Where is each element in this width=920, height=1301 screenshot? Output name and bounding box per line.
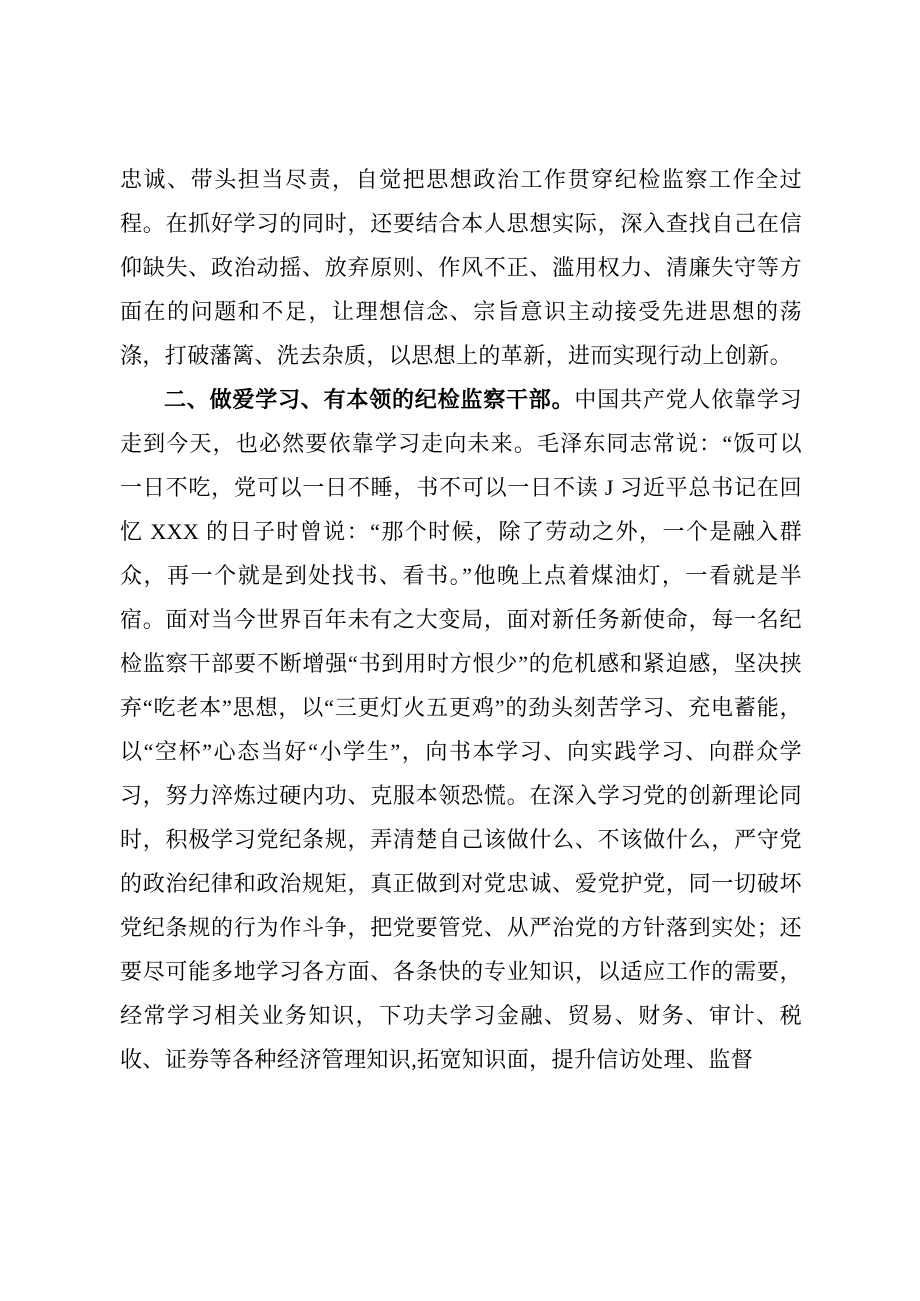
section-two-heading: 二、做爱学习、有本领的纪检监察干部。	[164, 387, 575, 412]
section-two-body: 中国共产党人依靠学习走到今天，也必然要依靠学习走向未来。毛泽东同志常说：“饭可以一日不吃，党可以一日不睡，书不可以一日不读 J 习近平总书记在回忆 XXX 的日子时曾说：“那个时候，除了劳动之外，一个是融入群众，再一个就是到处找书、看书。”他晚上点着煤油灯，一看就是半宿。面对当今世界百年未有之大变局，面对新任务新使命，每一名纪检监察干部要不断增强“书到用时方恨少”的危机感和紧迫感，坚决挟弃“吃老本”思想，以“三更灯火五更鸡”的劲头刻苦学习、充电蓄能，以“空杯”心态当好“小学生”，向书本学习、向实践学习、向群众学习，努力淬炼过硬内功、克服本领恐慌。在深入学习党的创新理论同时，积极学习党纪条规，弄清楚自己该做什么、不该做什么，严守党的政治纪律和政治规矩，真正做到对党忠诚、爱党护党，同一切破坏党纪条规的行为作斗争，把党要管党、从严治党的方针落到实处；还要尽可能多地学习各方面、各条快的专业知识，以适应工作的需要，经常学习相关业务知识，下功夫学习金融、贸易、财务、审计、税收、证券等各种经济管理知识,拓宽知识面，提升信访处理、监督	[120, 387, 802, 1072]
paragraph-section-two	[120, 378, 802, 1082]
paragraph-continuation: 忠诚、带头担当尽责，自觉把思想政治工作贯穿纪检监察工作全过程。在抓好学习的同时，还要结合本人思想实际，深入查找自己在信仰缺失、政治动摇、放弃原则、作风不正、滥用权力、清廉失守等方面在的问题和不足，让理想信念、宗旨意识主动接受先进思想的荡涤，打破藩篱、洗去杂质，以思想上的革新，进而实现行动上创新。	[120, 167, 802, 368]
document-text-block	[120, 158, 802, 1082]
